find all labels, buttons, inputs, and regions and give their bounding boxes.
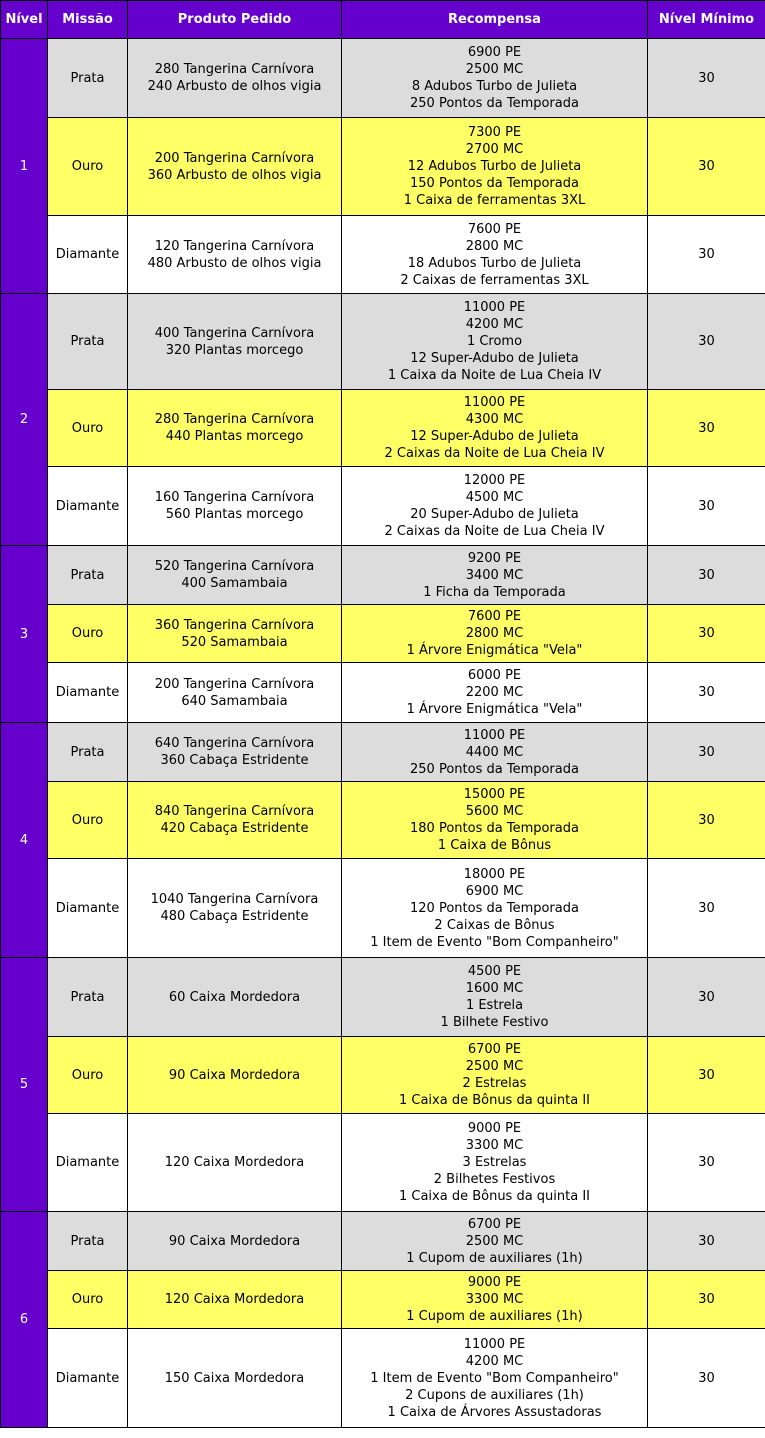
recompensa-line: 1 Caixa de Bônus da quinta II [398,1093,591,1108]
produto-line: 640 Tangerina Carnívora [154,736,315,751]
missao-cell: Prata [48,1212,128,1271]
nivel-minimo-cell: 30 [648,859,765,958]
recompensa-line: 6900 PE [467,45,522,60]
header-produto-pedido: Produto Pedido [128,1,342,39]
produto-line: 90 Caixa Mordedora [168,1067,301,1083]
recompensa-line: 4500 PE [467,964,522,979]
nivel-minimo-cell: 30 [648,216,765,294]
produto-cell [128,546,342,605]
produto-line: 520 Tangerina Carnívora [154,559,315,574]
recompensa-line: 1 Árvore Enigmática "Vela" [406,643,583,658]
produto-line: 320 Plantas morcego [165,342,304,358]
produto-line: 200 Tangerina Carnívora [154,676,315,692]
produto-line: 200 Tangerina Carnívora [154,150,315,166]
recompensa-line: 3 Estrelas [462,1155,527,1170]
recompensa-line: 18 Adubos Turbo de Julieta [407,255,582,271]
header-nivel: Nível [1,1,48,39]
missao-cell: Ouro [48,118,128,216]
recompensa-line: 1 Caixa de Bônus da quinta II [398,1189,591,1204]
recompensa-line: 12 Super-Adubo de Julieta [410,351,579,366]
recompensa-line: 11000 PE [463,727,526,743]
nivel-minimo-cell: 30 [648,294,765,390]
recompensa-line: 2500 MC [465,62,524,77]
recompensa-line: 7600 PE [467,609,522,624]
produto-line: 400 Samambaia [181,576,288,591]
recompensa-cell [342,39,648,118]
produto-line: 440 Plantas morcego [165,429,304,444]
produto-line: 520 Samambaia [181,634,288,650]
recompensa-line: 1600 MC [465,981,524,996]
recompensa-cell [342,605,648,663]
recompensa-line: 1 Cupom de auxiliares (1h) [406,1309,583,1324]
produto-line: 160 Tangerina Carnívora [154,490,315,505]
recompensa-line: 5600 MC [465,804,524,819]
recompensa-line: 9000 PE [467,1275,522,1290]
nivel-minimo-cell: 30 [648,1271,765,1329]
recompensa-line: 1 Árvore Enigmática "Vela" [406,702,583,717]
produto-cell [128,782,342,859]
recompensa-line: 180 Pontos da Temporada [410,821,579,836]
recompensa-line: 120 Pontos da Temporada [410,900,579,916]
produto-cell [128,1037,342,1114]
produto-line: 480 Cabaça Estridente [160,909,309,924]
missao-cell: Prata [48,294,128,390]
nivel-minimo-cell: 30 [648,390,765,467]
nivel-minimo-cell: 30 [648,958,765,1037]
recompensa-cell [342,1271,648,1329]
recompensa-line: 8 Adubos Turbo de Julieta [411,79,578,94]
recompensa-line: 2 Caixas de Bônus [434,917,555,933]
missao-cell: Diamante [48,663,128,723]
recompensa-line: 1 Caixa de ferramentas 3XL [403,193,586,208]
missao-cell: Ouro [48,1271,128,1329]
recompensa-line: 12000 PE [463,473,526,488]
recompensa-cell [342,467,648,546]
nivel-minimo-cell: 30 [648,39,765,118]
recompensa-line: 3300 MC [465,1138,524,1153]
recompensa-line: 2 Estrelas [462,1076,527,1091]
table-row [1,663,765,723]
recompensa-line: 2 Cupons de auxiliares (1h) [405,1387,584,1403]
recompensa-cell [342,782,648,859]
recompensa-line: 6900 MC [465,883,524,899]
recompensa-line: 1 Caixa de Árvores Assustadoras [387,1404,602,1420]
table-row [1,1329,765,1428]
header-nivel-minimo: Nível Mínimo [648,1,765,39]
nivel-cell: 2 [1,294,48,546]
produto-line: 120 Caixa Mordedora [164,1292,305,1307]
recompensa-cell [342,390,648,467]
recompensa-line: 150 Pontos da Temporada [410,176,579,191]
table-row [1,118,765,216]
recompensa-line: 11000 PE [463,300,526,315]
nivel-minimo-cell: 30 [648,546,765,605]
nivel-minimo-cell: 30 [648,1037,765,1114]
table-row [1,1212,765,1271]
recompensa-line: 15000 PE [463,787,526,802]
recompensa-cell [342,294,648,390]
recompensa-line: 1 Bilhete Festivo [440,1015,549,1030]
produto-cell [128,118,342,216]
produto-line: 150 Caixa Mordedora [164,1370,305,1386]
produto-cell [128,859,342,958]
produto-line: 280 Tangerina Carnívora [154,412,315,427]
recompensa-line: 2200 MC [465,685,524,700]
table-row [1,723,765,782]
recompensa-cell [342,1037,648,1114]
recompensa-line: 4400 MC [465,744,524,760]
recompensa-line: 250 Pontos da Temporada [410,761,579,777]
recompensa-line: 1 Item de Evento "Bom Companheiro" [370,934,619,950]
nivel-minimo-cell: 30 [648,118,765,216]
missao-cell: Diamante [48,1114,128,1212]
recompensa-line: 2 Bilhetes Festivos [433,1172,556,1187]
produto-cell [128,1114,342,1212]
nivel-minimo-cell: 30 [648,605,765,663]
missao-cell: Prata [48,958,128,1037]
produto-line: 360 Tangerina Carnívora [154,617,315,633]
produto-line: 360 Cabaça Estridente [160,753,309,768]
recompensa-line: 9200 PE [467,550,522,566]
missao-cell: Diamante [48,467,128,546]
table-row [1,1037,765,1114]
produto-line: 560 Plantas morcego [165,507,304,522]
produto-cell [128,467,342,546]
produto-line: 480 Arbusto de olhos vigia [147,255,322,271]
produto-cell [128,723,342,782]
recompensa-line: 2800 MC [465,238,524,254]
recompensa-line: 9000 PE [467,1121,522,1136]
produto-line: 280 Tangerina Carnívora [154,62,315,77]
table-row [1,390,765,467]
recompensa-line: 1 Cupom de auxiliares (1h) [406,1250,583,1266]
nivel-cell: 4 [1,723,48,958]
recompensa-cell [342,1114,648,1212]
produto-cell [128,390,342,467]
table-row [1,958,765,1037]
recompensa-line: 6700 PE [467,1216,522,1232]
table-body [1,39,765,1428]
produto-cell [128,294,342,390]
recompensa-cell [342,118,648,216]
produto-cell [128,1212,342,1271]
recompensa-line: 4200 MC [465,317,524,332]
recompensa-line: 6700 PE [467,1042,522,1057]
produto-line: 60 Caixa Mordedora [168,989,301,1005]
missao-cell: Prata [48,39,128,118]
table-row [1,467,765,546]
nivel-cell: 5 [1,958,48,1212]
produto-line: 120 Tangerina Carnívora [154,238,315,254]
table-row [1,859,765,958]
recompensa-line: 3400 MC [465,567,524,583]
produto-line: 360 Arbusto de olhos vigia [147,167,322,183]
nivel-minimo-cell: 30 [648,1114,765,1212]
missao-cell: Ouro [48,782,128,859]
table-row [1,216,765,294]
produto-cell [128,39,342,118]
produto-cell [128,663,342,723]
recompensa-line: 4200 MC [465,1353,524,1369]
recompensa-line: 7300 PE [467,125,522,140]
missao-cell: Prata [48,723,128,782]
recompensa-line: 250 Pontos da Temporada [410,96,579,111]
recompensa-cell [342,663,648,723]
recompensa-line: 4500 MC [465,490,524,505]
recompensa-line: 7600 PE [467,221,522,237]
recompensa-line: 1 Cromo [466,334,523,349]
recompensa-cell [342,723,648,782]
recompensa-cell [342,859,648,958]
produto-cell [128,1329,342,1428]
recompensa-line: 1 Caixa de Bônus [437,838,552,853]
table-row [1,39,765,118]
table-row [1,546,765,605]
produto-cell [128,958,342,1037]
recompensa-line: 2500 MC [465,1059,524,1074]
header-row [1,1,765,39]
recompensa-line: 2500 MC [465,1233,524,1249]
missao-cell: Ouro [48,605,128,663]
nivel-cell: 1 [1,39,48,294]
missao-cell: Diamante [48,859,128,958]
recompensa-line: 2 Caixas da Noite de Lua Cheia IV [384,524,605,539]
recompensa-line: 3300 MC [465,1292,524,1307]
produto-line: 90 Caixa Mordedora [168,1233,301,1249]
produto-cell [128,1271,342,1329]
table-row [1,294,765,390]
missao-cell: Ouro [48,390,128,467]
nivel-minimo-cell: 30 [648,1329,765,1428]
nivel-cell: 6 [1,1212,48,1428]
nivel-cell: 3 [1,546,48,723]
produto-line: 240 Arbusto de olhos vigia [147,79,322,94]
recompensa-line: 12 Adubos Turbo de Julieta [407,159,582,174]
produto-cell [128,216,342,294]
table-row [1,605,765,663]
table-row [1,1271,765,1329]
nivel-minimo-cell: 30 [648,723,765,782]
produto-line: 840 Tangerina Carnívora [154,804,315,819]
recompensa-line: 6000 PE [467,668,522,683]
produto-line: 420 Cabaça Estridente [160,821,309,836]
produto-line: 1040 Tangerina Carnívora [150,892,319,907]
recompensa-line: 1 Item de Evento "Bom Companheiro" [370,1370,619,1386]
produto-line: 120 Caixa Mordedora [164,1155,305,1170]
table-row [1,782,765,859]
nivel-minimo-cell: 30 [648,663,765,723]
nivel-minimo-cell: 30 [648,467,765,546]
recompensa-line: 18000 PE [463,866,526,882]
recompensa-line: 1 Estrela [465,998,524,1013]
recompensa-line: 2 Caixas da Noite de Lua Cheia IV [384,446,605,461]
recompensa-line: 2700 MC [465,142,524,157]
recompensa-line: 12 Super-Adubo de Julieta [410,429,579,444]
recompensa-cell [342,546,648,605]
missao-cell: Ouro [48,1037,128,1114]
recompensa-line: 1 Ficha da Temporada [423,584,566,600]
recompensa-cell [342,1212,648,1271]
recompensa-cell [342,958,648,1037]
produto-line: 400 Tangerina Carnívora [154,325,315,341]
table-row [1,1114,765,1212]
recompensa-line: 2 Caixas de ferramentas 3XL [400,272,589,288]
recompensa-line: 1 Caixa da Noite de Lua Cheia IV [387,368,602,383]
produto-cell [128,605,342,663]
missao-cell: Diamante [48,1329,128,1428]
recompensa-line: 4300 MC [465,412,524,427]
nivel-minimo-cell: 30 [648,1212,765,1271]
recompensa-line: 20 Super-Adubo de Julieta [410,507,579,522]
recompensa-cell [342,216,648,294]
nivel-minimo-cell: 30 [648,782,765,859]
recompensa-cell [342,1329,648,1428]
recompensa-line: 11000 PE [463,1336,526,1352]
header-recompensa: Recompensa [342,1,648,39]
header-missao: Missão [48,1,128,39]
missao-cell: Prata [48,546,128,605]
recompensa-line: 11000 PE [463,395,526,410]
recompensa-line: 2800 MC [465,626,524,641]
produto-line: 640 Samambaia [181,693,288,709]
missao-cell: Diamante [48,216,128,294]
